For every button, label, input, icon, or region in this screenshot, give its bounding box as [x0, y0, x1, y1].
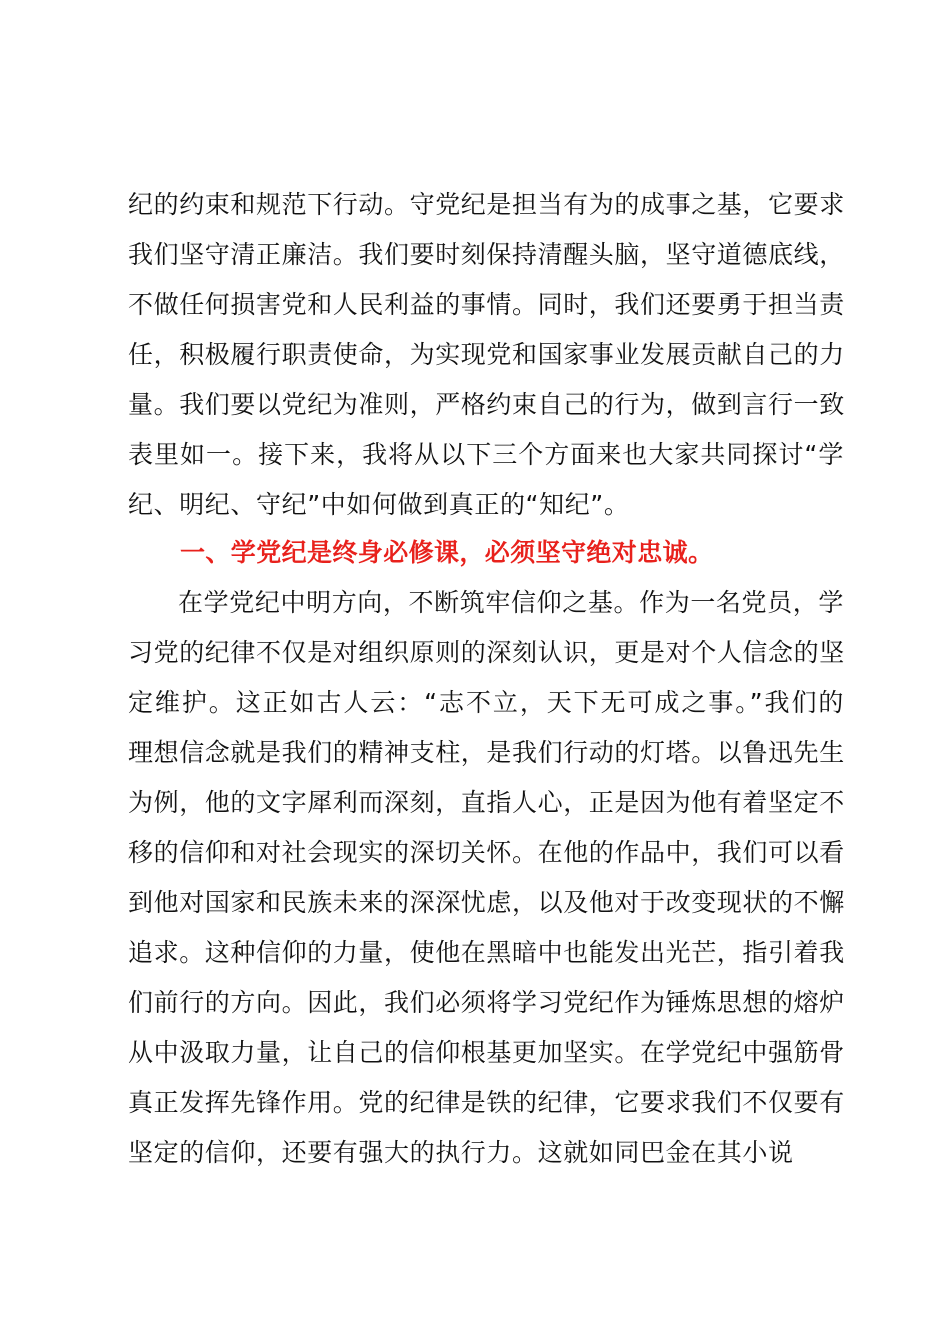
paragraph-continued — [128, 180, 844, 530]
paragraph-line: 追求。这种信仰的力量，使他在黑暗中也能发出光芒，指引着我 — [128, 938, 845, 967]
paragraph-line: 习党的纪律不仅是对组织原则的深刻认识，更是对个人信念的坚 — [128, 638, 845, 667]
paragraph-line: 定维护。这正如古人云：“志不立，天下无可成之事。”我们的 — [128, 688, 844, 717]
paragraph-line: 真正发挥先锋作用。党的纪律是铁的纪律，它要求我们不仅要有 — [128, 1088, 845, 1117]
section-heading: 一、学党纪是终身必修课，必须坚守绝对忠诚。 — [180, 538, 714, 567]
paragraph-line: 纪、明纪、守纪”中如何做到真正的“知纪”。 — [128, 490, 630, 519]
paragraph-line: 到他对国家和民族未来的深深忧虑，以及他对于改变现状的不懈 — [128, 888, 845, 917]
paragraph-line: 量。我们要以党纪为准则，严格约束自己的行为，做到言行一致 — [128, 390, 845, 419]
paragraph-line: 坚定的信仰，还要有强大的执行力。这就如同巴金在其小说 — [128, 1138, 794, 1167]
paragraph-line: 们前行的方向。因此，我们必须将学习党纪作为锤炼思想的熔炉 — [128, 988, 845, 1017]
paragraph-line: 从中汲取力量，让自己的信仰根基更加坚实。在学党纪中强筋骨 — [128, 1038, 845, 1067]
paragraph-section-one — [128, 578, 844, 1178]
paragraph-line: 理想信念就是我们的精神支柱，是我们行动的灯塔。以鲁迅先生 — [128, 738, 845, 767]
paragraph-line: 纪的约束和规范下行动。守党纪是担当有为的成事之基，它要求 — [128, 190, 845, 219]
paragraph-line: 移的信仰和对社会现实的深切关怀。在他的作品中，我们可以看 — [128, 838, 845, 867]
paragraph-line: 任，积极履行职责使命，为实现党和国家事业发展贡献自己的力 — [128, 340, 845, 369]
paragraph-line: 不做任何损害党和人民利益的事情。同时，我们还要勇于担当责 — [128, 290, 845, 319]
paragraph-line: 为例，他的文字犀利而深刻，直指人心，正是因为他有着坚定不 — [128, 788, 845, 817]
paragraph-line: 表里如一。接下来，我将从以下三个方面来也大家共同探讨“学 — [128, 440, 844, 469]
paragraph-line-indented: 在学党纪中明方向，不断筑牢信仰之基。作为一名党员，学 — [178, 588, 844, 617]
paragraph-line: 我们坚守清正廉洁。我们要时刻保持清醒头脑，坚守道德底线， — [128, 240, 845, 269]
